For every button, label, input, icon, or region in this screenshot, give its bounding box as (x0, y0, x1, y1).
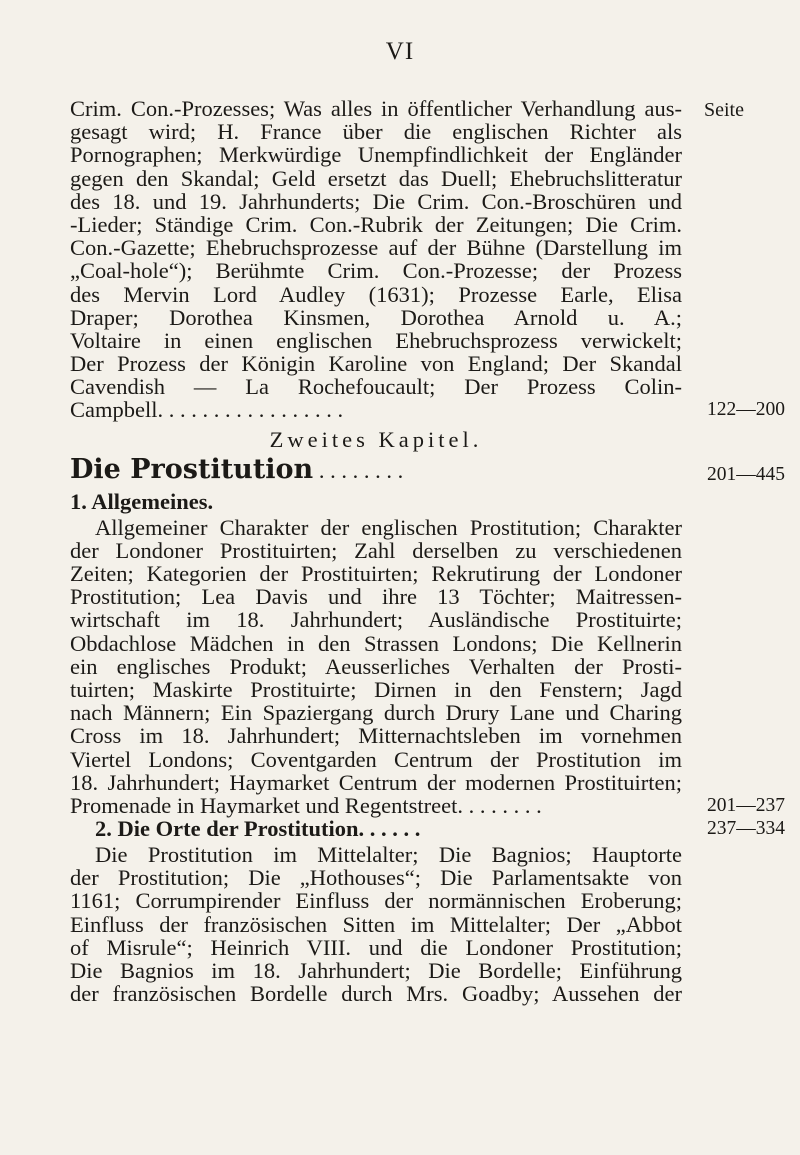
chapter-heading: Zweites Kapitel. (269, 426, 483, 452)
toc-line: 1161; Corrumpirender Einfluss der normännischen Eroberung; (70, 888, 682, 914)
toc-line: der französischen Bordelle durch Mrs. Goadby; Aussehen der (70, 981, 682, 1007)
page-range: 201—237 (707, 794, 785, 816)
page-range: 237—334 (707, 818, 785, 840)
chapter-title-dots: . . . . . . . . (318, 457, 404, 483)
toc-line: tuirten; Maskirte Prostituirte; Dirnen in den Fenstern; Jagd (70, 676, 682, 702)
toc-line: Obdachlose Mädchen in den Strassen Londons; Die Kellnerin (70, 630, 682, 656)
toc-line: of Misrule“; Heinrich VIII. und die Londoner Prostitution; (70, 934, 682, 960)
toc-line: gegen den Skandal; Geld ersetzt das Duell; Ehebruchslitteratur (70, 165, 682, 191)
toc-line: gesagt wird; H. France über die englischen Richter als (70, 119, 682, 145)
chapter-title: Die Prostitution (70, 453, 314, 485)
toc-line: „Coal-hole“); Berühmte Crim. Con.-Prozesse; der Prozess (70, 258, 682, 284)
toc-line: -Lieder; Ständige Crim. Con.-Rubrik der Zeitungen; Die Crim. (70, 211, 682, 237)
toc-line: Con.-Gazette; Ehebruchsprozesse auf der Bühne (Darstellung im (70, 235, 682, 261)
toc-line: Prostitution; Lea Davis und ihre 13 Töchter; Maitressen- (70, 584, 682, 610)
toc-column (70, 97, 790, 1005)
toc-line: Viertel Londons; Coventgarden Centrum der Prostitution im (70, 746, 682, 772)
toc-line: Voltaire in einen englischen Ehebruchsprozess verwickelt; (70, 327, 682, 353)
toc-block-1 (70, 97, 790, 422)
toc-line: Der Prozess der Königin Karoline von England; Der Skandal (70, 351, 682, 377)
page-number: VI (385, 38, 415, 65)
toc-line: Cavendish — La Rochefoucault; Der Prozess Colin- (70, 374, 682, 400)
toc-line: Pornographen; Merkwürdige Unempfindlichkeit der Engländer (70, 142, 682, 168)
toc-line: der Prostitution; Die „Hothouses“; Die Parlamentsakte von (70, 865, 682, 891)
toc-line: des Mervin Lord Audley (1631); Prozesse Earle, Elisa (70, 281, 682, 307)
toc-block-3 (70, 843, 790, 1005)
toc-line: Promenade in Haymarket und Regentstreet. . . . . . . . (70, 792, 542, 818)
toc-line: wirtschaft im 18. Jahrhundert; Ausländische Prostituirte; (70, 607, 682, 633)
section-heading: 1. Allgemeines. (70, 488, 214, 514)
toc-line: der Londoner Prostituirten; Zahl derselben zu verschiedenen (70, 537, 682, 563)
toc-line: Die Bagnios im 18. Jahrhundert; Die Bordelle; Einführung (70, 958, 682, 983)
seite-label: Seite (704, 99, 744, 121)
section-heading: 2. Die Orte der Prostitution. . . . . . (95, 816, 421, 842)
toc-line: Einfluss der französischen Sitten im Mittelalter; Der „Abbot (70, 911, 682, 937)
toc-line: 18. Jahrhundert; Haymarket Centrum der modernen Prostituirten; (70, 769, 682, 795)
toc-line: Campbell. . . . . . . . . . . . . . . . . (70, 397, 344, 423)
toc-line: Allgemeiner Charakter der englischen Prostitution; Charakter (95, 514, 682, 540)
page-range: 201—445 (707, 463, 785, 485)
toc-line: nach Männern; Ein Spaziergang durch Drury Lane und Charing (70, 700, 682, 726)
toc-line: Zeiten; Kategorien der Prostituirten; Rekrutirung der Londoner (70, 561, 682, 586)
toc-line: des 18. und 19. Jahrhunderts; Die Crim. Con.-Broschüren und (70, 188, 682, 214)
toc-line: Cross im 18. Jahrhundert; Mitternachtsleben im vornehmen (70, 723, 682, 749)
toc-line: Die Prostitution im Mittelalter; Die Bagnios; Hauptorte (95, 842, 682, 868)
toc-line: Draper; Dorothea Kinsmen, Dorothea Arnold u. A.; (70, 304, 682, 330)
toc-block-2 (70, 516, 790, 817)
toc-line: Crim. Con.-Prozesses; Was alles in öffentlicher Verhandlung aus- (70, 96, 682, 121)
page-range: 122—200 (707, 399, 785, 421)
toc-line: ein englisches Produkt; Aeusserliches Verhalten der Prosti- (70, 653, 682, 679)
